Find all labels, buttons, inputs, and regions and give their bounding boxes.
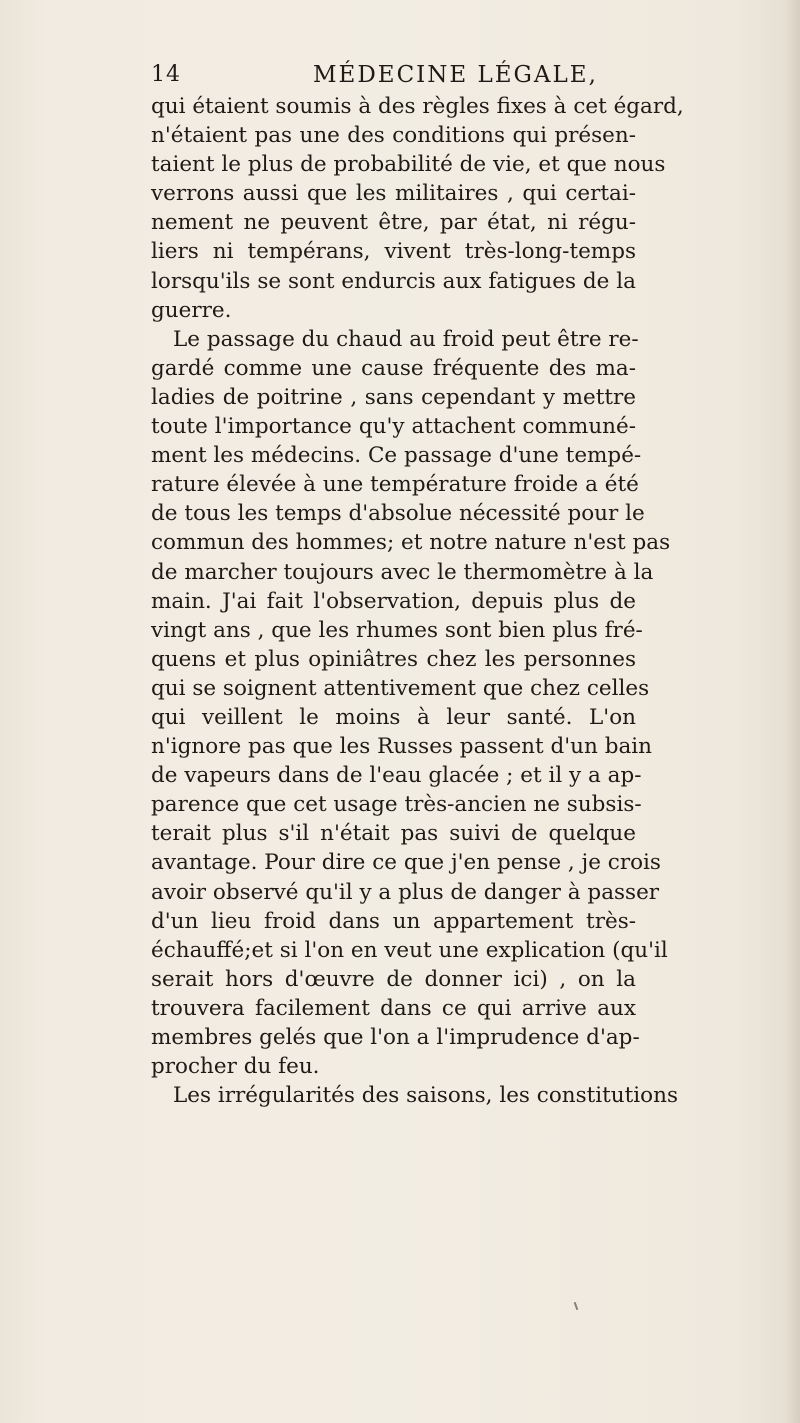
text-line: parence que cet usage très-ancien ne subsis-	[151, 792, 642, 818]
page-header	[151, 62, 641, 96]
text-line: serait hors d'œuvre de donner ici) , on la	[151, 966, 636, 992]
text-line: nement ne peuvent être, par état, ni régu-	[151, 210, 636, 236]
text-line-paragraph-start: Le passage du chaud au froid peut être re-	[173, 326, 639, 352]
text-line: liers ni tempérans, vivent très-long-temps	[151, 239, 636, 265]
text-line: de marcher toujours avec le thermomètre à la	[151, 559, 654, 585]
text-line: trouvera facilement dans ce qui arrive aux	[151, 995, 636, 1021]
page-edge-shadow	[786, 0, 800, 1423]
text-line: lorsqu'ils se sont endurcis aux fatigues de la	[151, 268, 636, 294]
text-line: n'étaient pas une des conditions qui présen-	[151, 123, 636, 149]
text-line: ladies de poitrine , sans cependant y mettre	[151, 384, 636, 410]
text-line: avantage. Pour dire ce que j'en pense , je crois	[151, 850, 661, 876]
text-line: rature élevée à une température froide a été	[151, 472, 639, 498]
running-title: MÉDECINE LÉGALE,	[313, 62, 598, 88]
text-line: vingt ans , que les rhumes sont bien plus fré-	[151, 617, 643, 643]
text-line: toute l'importance qu'y attachent communé-	[151, 414, 636, 440]
text-line: verrons aussi que les militaires , qui certai-	[151, 181, 636, 207]
text-line: qui se soignent attentivement que chez celles	[151, 675, 650, 701]
text-line-paragraph-end: procher du feu.	[151, 1054, 320, 1080]
page-number: 14	[151, 62, 181, 87]
text-line: avoir observé qu'il y a plus de danger à passer	[151, 879, 660, 905]
text-line: membres gelés que l'on a l'imprudence d'ap-	[151, 1025, 640, 1050]
text-line: n'ignore pas que les Russes passent d'un bain	[151, 734, 652, 760]
text-line: gardé comme une cause fréquente des ma-	[151, 355, 636, 381]
text-line: main. J'ai fait l'observation, depuis plus de	[151, 588, 636, 614]
text-line: qui étaient soumis à des règles fixes à cet égard,	[151, 94, 684, 119]
body-text	[151, 92, 684, 1110]
text-line: commun des hommes; et notre nature n'est pas	[151, 530, 671, 556]
stray-ink-mark	[574, 1302, 579, 1310]
text-line: terait plus s'il n'était pas suivi de quelque	[151, 821, 636, 847]
text-line-paragraph-start: Les irrégularités des saisons, les constitutions	[173, 1083, 678, 1109]
text-line: échauffé;et si l'on en veut une explication (qu'il	[151, 937, 668, 963]
text-line-paragraph-end: guerre.	[151, 297, 232, 323]
text-line: d'un lieu froid dans un appartement très-	[151, 908, 636, 934]
text-line: de vapeurs dans de l'eau glacée ; et il y a ap-	[151, 763, 642, 789]
text-line: de tous les temps d'absolue nécessité pour le	[151, 501, 645, 527]
text-line: qui veillent le moins à leur santé. L'on	[151, 704, 636, 730]
text-line: ment les médecins. Ce passage d'une tempé-	[151, 443, 642, 469]
text-line: quens et plus opiniâtres chez les personnes	[151, 646, 636, 672]
text-line: taient le plus de probabilité de vie, et que nous	[151, 152, 666, 178]
